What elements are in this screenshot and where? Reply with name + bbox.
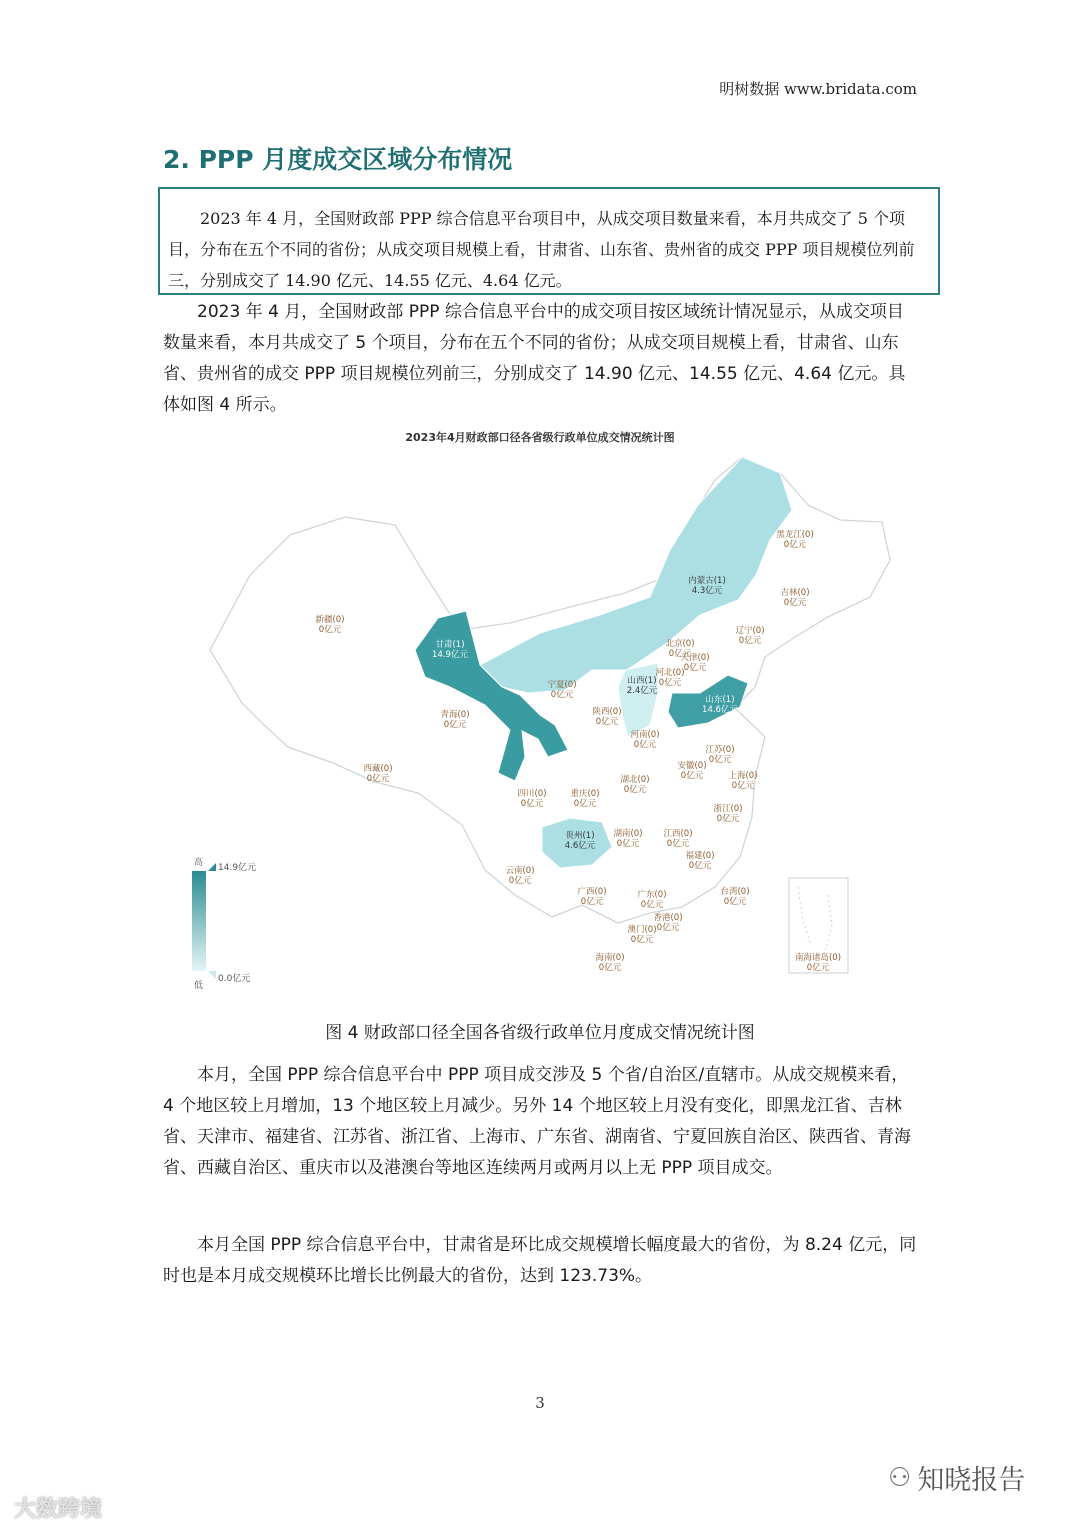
header-brand: 明树数据 www.bridata.com — [719, 80, 917, 98]
region-label-value: 0亿元 — [633, 740, 657, 750]
region-label-name: 四川(0) — [517, 789, 547, 799]
region-label-name: 山西(1) — [627, 676, 657, 686]
region-label-value: 0亿元 — [630, 935, 654, 945]
summary-text: 2023 年 4 月，全国财政部 PPP 综合信息平台项目中，从成交项目数量来看，本月共成交了 5 个项目，分布在五个不同的省份；从成交项目规模上看，甘肃省、山东省、贵州省的成交 PPP 项目规模位列前三，分别成交了 14.90 亿元、14.55 亿元、4.64 亿元。 — [168, 209, 915, 290]
region-label-value: 0亿元 — [443, 720, 467, 730]
region-label-name: 甘肃(1) — [435, 640, 465, 650]
watermark-left — [14, 1492, 102, 1523]
region-label-value: 0亿元 — [738, 636, 762, 646]
region-label-value: 0亿元 — [508, 876, 532, 886]
region-label-name: 上海(0) — [728, 771, 758, 781]
region-label-value: 0亿元 — [680, 771, 704, 781]
region-label-name: 海南(0) — [595, 953, 625, 963]
legend-low-label: 低 — [194, 981, 204, 991]
map-title: 2023年4月财政部口径各省级行政单位成交情况统计图 — [405, 431, 675, 444]
region-label-name: 青海(0) — [440, 710, 470, 720]
region-label-name: 台湾(0) — [720, 887, 750, 897]
region-label-value: 0亿元 — [658, 678, 682, 688]
region-label-name: 重庆(0) — [570, 789, 600, 799]
region-label-value: 0亿元 — [640, 900, 664, 910]
paragraph-3: 本月全国 PPP 综合信息平台中，甘肃省是环比成交规模增长幅度最大的省份，为 8.24 亿元，同时也是本月成交规模环比增长比例最大的省份，达到 123.73%。 — [163, 1235, 917, 1286]
legend-min-handle[interactable] — [208, 971, 216, 979]
region-label-name: 广东(0) — [637, 890, 667, 900]
region-label-value: 0亿元 — [550, 690, 574, 700]
region-label-value: 0亿元 — [723, 897, 747, 907]
region-label-value: 0亿元 — [668, 649, 692, 659]
region-label-name: 江西(0) — [663, 829, 693, 839]
summary-box — [158, 187, 940, 295]
region-label-name: 山东(1) — [705, 695, 735, 705]
region-label-name: 福建(0) — [685, 851, 715, 861]
map-figure — [180, 425, 900, 1010]
region-label-name: 河北(0) — [655, 668, 685, 678]
region-label-name: 天津(0) — [680, 653, 710, 663]
region-label-name: 江苏(0) — [705, 745, 735, 755]
region-label-value: 0亿元 — [666, 839, 690, 849]
legend-max-value: 14.9亿元 — [218, 863, 257, 873]
region-label-name: 宁夏(0) — [547, 680, 577, 690]
region-label-value: 0亿元 — [318, 625, 342, 635]
region-label-value: 2.4亿元 — [626, 686, 658, 696]
region-label-name: 安徽(0) — [677, 761, 707, 771]
region-label-value: 4.3亿元 — [691, 586, 723, 596]
region-label-value: 0亿元 — [656, 923, 680, 933]
legend-min-value: 0.0亿元 — [218, 974, 251, 984]
legend-max-handle[interactable] — [208, 863, 216, 871]
region-label-value: 0亿元 — [580, 897, 604, 907]
region-label-value: 0亿元 — [731, 781, 755, 791]
region-label-name: 湖南(0) — [613, 829, 643, 839]
region-label-value: 4.6亿元 — [564, 841, 596, 851]
section-title: 2. PPP 月度成交区域分布情况 — [163, 145, 513, 174]
figure-caption: 图 4 财政部口径全国各省级行政单位月度成交情况统计图 — [325, 1023, 755, 1043]
region-label-value: 0亿元 — [716, 814, 740, 824]
region-label-name: 广西(0) — [577, 887, 607, 897]
watermark-right-text: 知晓报告 — [917, 1465, 1026, 1496]
region-label-value: 0亿元 — [623, 785, 647, 795]
region-label-name: 河南(0) — [630, 730, 660, 740]
region-label-value: 14.6亿元 — [702, 705, 738, 715]
region-label-name: 新疆(0) — [315, 615, 345, 625]
region-label-name: 黑龙江(0) — [776, 530, 814, 540]
watermark-left-text: 大数跨境 — [14, 1497, 103, 1522]
region-label-name: 内蒙古(1) — [688, 576, 726, 586]
region-label-name: 云南(0) — [505, 866, 535, 876]
region-label-name: 西藏(0) — [363, 764, 393, 774]
legend-high-label: 高 — [194, 858, 204, 868]
watermark-right — [888, 1458, 1025, 1497]
region-label-value: 0亿元 — [595, 717, 619, 727]
region-label-value: 0亿元 — [806, 963, 830, 973]
region-label-value: 0亿元 — [783, 540, 807, 550]
region-label-name: 澳门(0) — [627, 925, 657, 935]
region-label-value: 0亿元 — [708, 755, 732, 765]
region-label-value: 0亿元 — [366, 774, 390, 784]
region-label-value: 0亿元 — [683, 663, 707, 673]
region-label-value: 0亿元 — [598, 963, 622, 973]
region-label-value: 0亿元 — [520, 799, 544, 809]
region-label-value: 0亿元 — [783, 598, 807, 608]
region-label-value: 0亿元 — [573, 799, 597, 809]
region-label-name: 吉林(0) — [780, 588, 810, 598]
region-label-name: 香港(0) — [653, 913, 683, 923]
region-label-name: 浙江(0) — [713, 804, 743, 814]
region-label-value: 0亿元 — [688, 861, 712, 871]
region-label-name: 南海诸岛(0) — [794, 953, 842, 963]
region-label-name: 湖北(0) — [620, 775, 650, 785]
region-label-name: 北京(0) — [665, 639, 695, 649]
region-label-name: 陕西(0) — [592, 707, 622, 717]
legend-bar — [192, 871, 206, 971]
region-label-name: 辽宁(0) — [735, 626, 765, 636]
page-number: 3 — [535, 1394, 545, 1412]
region-label-value: 0亿元 — [616, 839, 640, 849]
region-label-value: 14.9亿元 — [432, 650, 468, 660]
paragraph-1: 2023 年 4 月，全国财政部 PPP 综合信息平台中的成交项目按区域统计情况显示，从成交项目数量来看，本月共成交了 5 个项目，分布在五个不同的省份；从成交项目规模上看，甘肃省、山东省、贵州省的成交 PPP 项目规模位列前三，分别成交了 14.90 亿元、14.55 亿元、4.64 亿元。具体如图 4 所示。 — [163, 302, 906, 415]
region-label-name: 贵州(1) — [565, 831, 595, 841]
wechat-icon: ⚇ — [888, 1462, 912, 1493]
paragraph-2: 本月，全国 PPP 综合信息平台中 PPP 项目成交涉及 5 个省/自治区/直辖市。从成交规模来看，4 个地区较上月增加，13 个地区较上月减少。另外 14 个地区较上月没有变化，即黑龙江省、吉林省、天津市、福建省、江苏省、浙江省、上海市、广东省、湖南省、宁夏回族自治区、陕西省、青海省、西藏自治区、重庆市以及港澳台等地区连续两月或两月以上无 PPP 项目成交。 — [163, 1065, 911, 1178]
